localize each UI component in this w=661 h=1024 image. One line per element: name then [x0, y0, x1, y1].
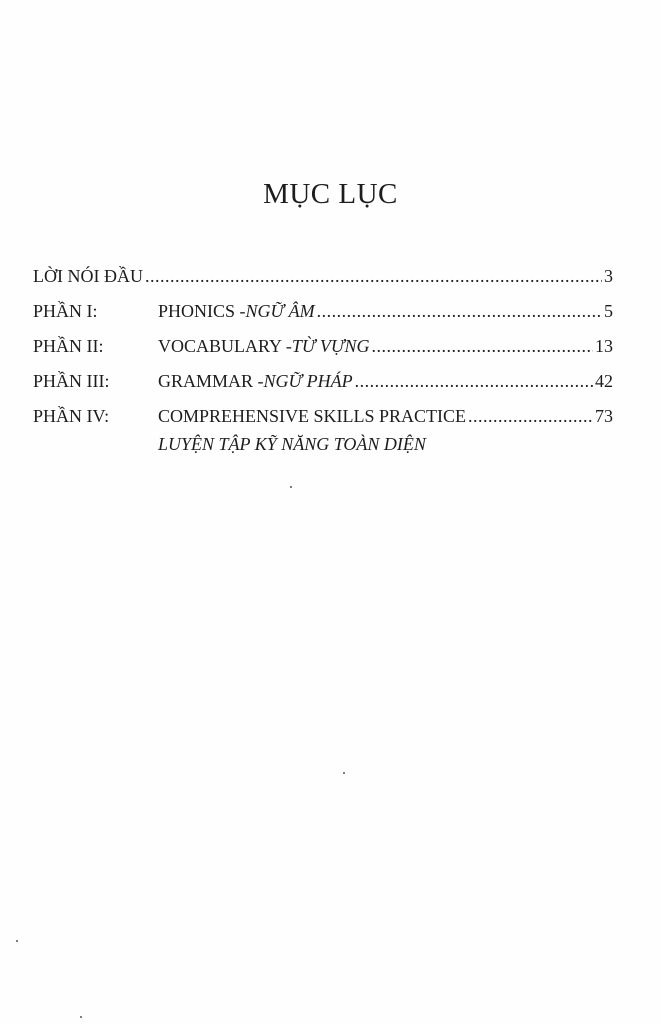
scan-speck — [80, 1016, 82, 1018]
toc-line — [158, 297, 613, 325]
scan-speck — [290, 486, 292, 488]
toc-page-number: 73 — [595, 406, 613, 426]
scan-speck — [343, 772, 345, 774]
toc-part-label: PHẦN IV: — [33, 406, 110, 426]
toc-page-number: 3 — [604, 266, 613, 286]
toc-line — [33, 262, 613, 290]
toc-title-en: PHONICS - — [158, 301, 246, 321]
toc-line — [158, 367, 613, 395]
toc-page-number: 13 — [595, 336, 613, 356]
toc-entry-part-3 — [33, 367, 613, 395]
scan-speck — [16, 940, 18, 942]
toc-entry-part-1 — [33, 297, 613, 325]
toc-entry-part-4 — [33, 402, 613, 454]
toc-part-label: PHẦN I: — [33, 301, 98, 321]
toc-entry-part-2 — [33, 332, 613, 360]
dot-leader — [468, 402, 593, 430]
dot-leader — [355, 367, 593, 395]
toc-preface-label: LỜI NÓI ĐẦU — [33, 266, 143, 286]
dot-leader — [372, 332, 594, 360]
toc-title-en: GRAMMAR - — [158, 371, 264, 391]
dot-leader — [317, 297, 602, 325]
page-title: MỤC LỤC — [263, 178, 398, 210]
toc-title-vi: NGỮ ÂM — [245, 301, 315, 321]
toc-line — [158, 402, 613, 430]
toc-part-label: PHẦN III: — [33, 371, 110, 391]
toc-page-number: 42 — [595, 371, 613, 391]
toc-title-vi: LUYỆN TẬP KỸ NĂNG TOÀN DIỆN — [158, 434, 426, 454]
table-of-contents — [33, 262, 613, 454]
toc-line — [158, 332, 613, 360]
toc-page-number: 5 — [604, 301, 613, 321]
toc-entry-preface — [33, 262, 613, 290]
toc-title-en: COMPREHENSIVE SKILLS PRACTICE — [158, 406, 467, 426]
toc-title-vi: TỪ VỰNG — [291, 336, 370, 356]
toc-title-en: VOCABULARY - — [158, 336, 292, 356]
toc-title-vi: NGỮ PHÁP — [263, 371, 353, 391]
toc-part-label: PHẦN II: — [33, 336, 104, 356]
dot-leader — [145, 262, 602, 290]
